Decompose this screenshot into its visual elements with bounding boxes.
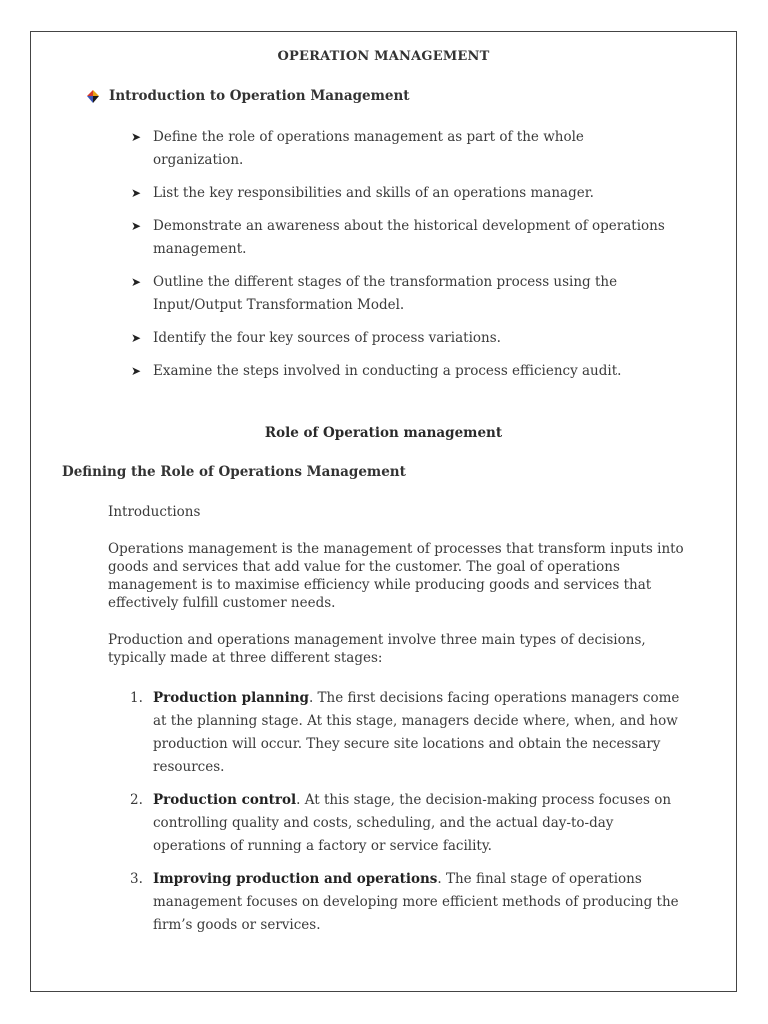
arrow-bullet-icon: ➤ — [131, 219, 142, 233]
section-heading-text: Introduction to Operation Management — [109, 88, 410, 104]
stage-term: Production planning — [153, 690, 309, 706]
section-heading — [87, 88, 410, 104]
paragraph-1: Operations management is the management of processes that transform inputs into goods and services that add value for the customer. The goal of operations management is to maximise efficiency while producing goods and services that effectively fulfill customer needs. — [108, 541, 684, 611]
document-title: OPERATION MANAGEMENT — [277, 49, 490, 64]
stage-term: Production control — [153, 792, 297, 808]
list-item: ➤ Outline the different stages of the transformation process using the Input/Output Transformation Model. — [131, 271, 671, 317]
arrow-bullet-icon: ➤ — [131, 130, 142, 144]
list-number: 3. — [130, 871, 143, 887]
document-page — [30, 31, 737, 992]
list-number: 2. — [130, 792, 143, 808]
list-item: ➤ List the key responsibilities and skills of an operations manager. — [131, 182, 671, 205]
defining-heading: Defining the Role of Operations Management — [62, 464, 406, 480]
list-item: ➤ Demonstrate an awareness about the historical development of operations management. — [131, 215, 671, 261]
list-item — [108, 789, 683, 858]
stage-text: . At this stage, the decision-making process focuses on controlling quality and costs, scheduling, and the actual day-to-day operations of running a factory or service facility. — [153, 792, 672, 854]
list-number: 1. — [130, 690, 143, 706]
stage-term: Improving production and operations — [153, 871, 438, 887]
role-heading: Role of Operation management — [264, 425, 503, 441]
arrow-bullet-icon: ➤ — [131, 275, 142, 289]
colored-diamond-bullet-icon — [87, 90, 99, 103]
arrow-bullet-icon: ➤ — [131, 186, 142, 200]
list-item: ➤ Identify the four key sources of process variations. — [131, 327, 671, 350]
list-item: ➤ Define the role of operations management as part of the whole organization. — [131, 126, 671, 172]
stage-text: . The first decisions facing operations managers come at the planning stage. At this stage, managers decide where, when, and how production will occur. They secure site locations and obtain the necessary resources. — [153, 690, 680, 775]
list-item: ➤ Examine the steps involved in conducting a process efficiency audit. — [131, 360, 671, 383]
paragraph-2: Production and operations management involve three main types of decisions, typically made at three different stages: — [108, 632, 646, 666]
stages-list — [108, 687, 683, 947]
intro-label: Introductions — [108, 504, 201, 520]
list-item — [108, 868, 683, 937]
arrow-bullet-icon: ➤ — [131, 331, 142, 345]
objectives-list — [131, 126, 671, 393]
stage-text: . The final stage of operations management focuses on developing more efficient methods of producing the firm’s goods or services. — [153, 871, 679, 933]
list-item — [108, 687, 683, 779]
arrow-bullet-icon: ➤ — [131, 364, 142, 378]
